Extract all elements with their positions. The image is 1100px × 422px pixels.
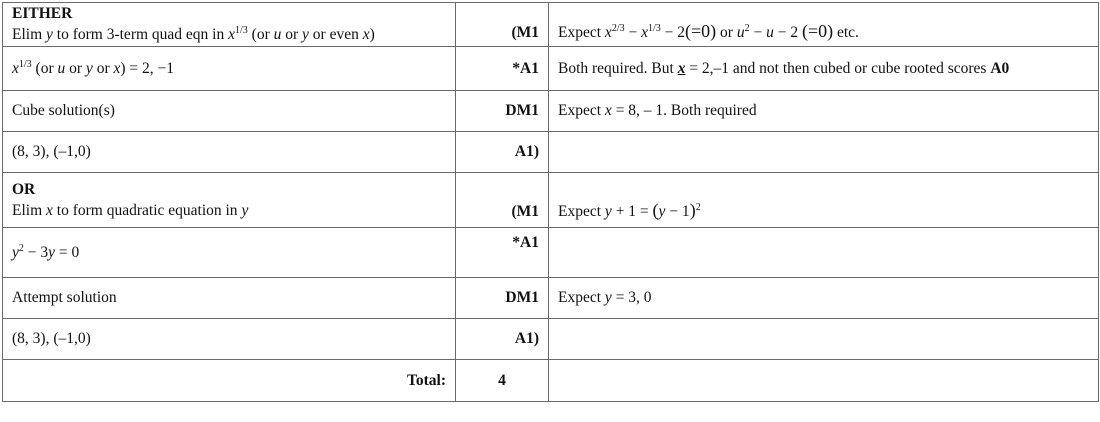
working-cell [3, 319, 456, 360]
text: − [624, 24, 642, 41]
text: ( [652, 200, 659, 220]
mark-scheme-table [2, 2, 1099, 402]
text: − 3 [23, 243, 49, 261]
text: (or [31, 59, 58, 77]
table-row [3, 173, 1099, 228]
table-row [3, 3, 1099, 47]
text: Expect [558, 203, 605, 220]
guidance-cell [549, 91, 1099, 132]
section-heading-either: EITHER [12, 5, 73, 22]
var: y [658, 203, 666, 220]
guidance-cell [549, 173, 1099, 228]
var: y [48, 243, 56, 261]
guidance-cell [549, 278, 1099, 319]
table-row [3, 319, 1099, 360]
mark-cell: (M1 [456, 173, 549, 228]
var: y [302, 26, 309, 43]
text: or even [308, 26, 363, 43]
var: y [12, 243, 19, 261]
var: x [228, 26, 235, 43]
working-cell [3, 278, 456, 319]
mark-cell: (M1 [456, 3, 549, 47]
text: (=0) [685, 21, 717, 41]
text: or [716, 24, 737, 41]
var: x [641, 24, 648, 41]
text: (8, 3), (–1,0) [12, 330, 91, 347]
text: − 2 [773, 24, 802, 41]
exponent: 2 [18, 242, 24, 254]
text: etc. [833, 24, 859, 41]
var: x [12, 59, 19, 77]
guidance-cell [549, 47, 1099, 91]
exponent: 2 [695, 202, 701, 213]
var: x [46, 201, 53, 219]
text: to form 3-term quad eqn in [52, 26, 229, 43]
guidance-cell [549, 3, 1099, 47]
var: y [241, 201, 249, 219]
var: x [362, 26, 370, 43]
var: x [604, 24, 612, 41]
var: y [46, 26, 53, 43]
working-cell [3, 173, 456, 228]
text: to form quadratic equation in [52, 201, 242, 219]
var: y [85, 59, 93, 77]
text: or [281, 26, 303, 43]
text: = 2,–1 and not then cubed or cube rooted scores [685, 59, 991, 77]
text: ) [369, 26, 375, 43]
table-row [3, 132, 1099, 173]
text: or [65, 59, 86, 77]
exponent: 1/3 [18, 58, 32, 70]
text: Expect [558, 289, 605, 306]
text: A0 [990, 59, 1010, 77]
exponent: 2/3 [611, 23, 625, 34]
text: Expect [558, 102, 605, 119]
var: y [604, 203, 612, 220]
var: x [113, 59, 121, 77]
mark-cell: *A1 [456, 47, 549, 91]
text: Expect [558, 24, 605, 41]
guidance-cell [549, 319, 1099, 360]
exponent: 2 [744, 23, 750, 34]
guidance-cell [549, 228, 1099, 278]
var: u [57, 59, 66, 77]
mark-cell: DM1 [456, 91, 549, 132]
text: ) = 2, −1 [120, 59, 175, 77]
working-cell [3, 3, 456, 47]
var: u [273, 26, 282, 43]
text: Cube solution(s) [12, 102, 115, 119]
text: + 1 = [611, 203, 653, 220]
guidance-cell [549, 360, 1099, 402]
var: u [736, 24, 745, 41]
var: x [604, 102, 612, 119]
var: x [677, 59, 686, 77]
mark-cell: A1) [456, 319, 549, 360]
exponent: 1/3 [235, 25, 248, 36]
var: u [766, 24, 774, 41]
total-label: Total: [3, 360, 456, 402]
text: (=0) [801, 21, 834, 41]
table-row [3, 278, 1099, 319]
var: y [604, 289, 612, 306]
text: = 0 [55, 243, 80, 261]
working-cell [3, 47, 456, 91]
text: = 3, 0 [611, 289, 652, 306]
text: = 8, – 1. Both required [611, 102, 757, 119]
text: Attempt solution [12, 289, 117, 306]
working-cell [3, 228, 456, 278]
total-value: 4 [456, 360, 549, 402]
total-row [3, 360, 1099, 402]
text: Elim [12, 201, 47, 219]
text: ) [689, 200, 696, 220]
text: Elim [12, 26, 47, 43]
text: − 1 [665, 203, 690, 220]
text: (or [247, 26, 274, 43]
working-cell [3, 132, 456, 173]
table-row [3, 91, 1099, 132]
mark-cell: *A1 [456, 228, 549, 278]
section-heading-or: OR [12, 180, 36, 198]
guidance-cell [549, 132, 1099, 173]
mark-cell: A1) [456, 132, 549, 173]
text: Both required. But [558, 59, 678, 77]
mark-scheme [2, 2, 1099, 402]
table-row [3, 228, 1099, 278]
text: − [749, 24, 767, 41]
table-row [3, 47, 1099, 91]
exponent: 1/3 [647, 23, 661, 34]
working-cell [3, 91, 456, 132]
mark-cell: DM1 [456, 278, 549, 319]
text: or [92, 59, 114, 77]
text: − 2 [660, 24, 686, 41]
text: (8, 3), (–1,0) [12, 143, 91, 160]
